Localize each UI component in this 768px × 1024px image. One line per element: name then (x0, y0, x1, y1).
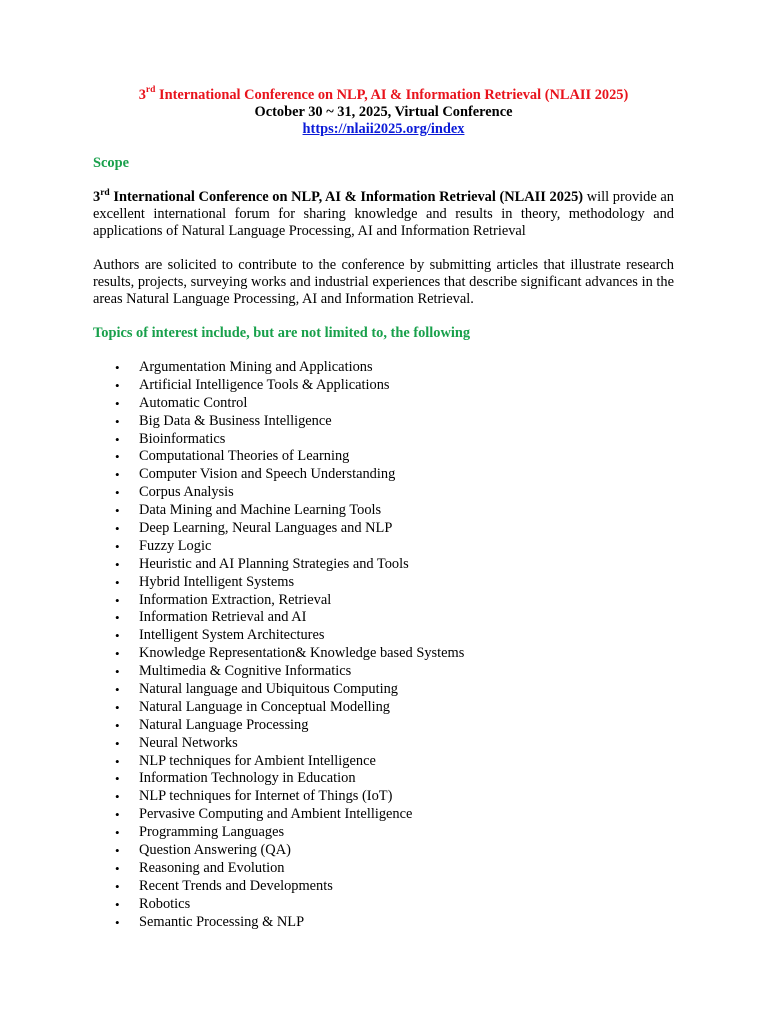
bullet-icon: • (115, 503, 120, 519)
topic-label: Argumentation Mining and Applications (139, 359, 373, 375)
bullet-icon: • (115, 538, 120, 554)
topic-list-item (93, 699, 674, 717)
title-ordinal-suffix: rd (145, 85, 156, 96)
bullet-icon: • (115, 467, 120, 483)
bullet-icon: • (115, 753, 120, 769)
topic-list-item (93, 878, 674, 896)
topic-list-item (93, 377, 674, 395)
bullet-icon: • (115, 628, 120, 644)
para1-conference-name: International Conference on NLP, AI & Information Retrieval (NLAII 2025) (109, 189, 584, 205)
topic-list-item (93, 896, 674, 914)
conference-date: October 30 ~ 31, 2025, Virtual Conference (254, 104, 513, 120)
bullet-icon: • (115, 646, 120, 662)
topic-list-item (93, 592, 674, 610)
topic-list-item (93, 520, 674, 538)
topic-label: Information Extraction, Retrieval (139, 591, 332, 608)
bullet-icon: • (115, 521, 120, 537)
bullet-icon: • (115, 717, 120, 733)
topic-list-item (93, 502, 674, 520)
topic-label: Computer Vision and Speech Understanding (139, 466, 396, 483)
topic-label: Data Mining and Machine Learning Tools (139, 502, 382, 519)
para1-ordinal-suffix: rd (100, 188, 110, 199)
bullet-icon: • (115, 377, 120, 393)
topic-list-item (93, 413, 674, 431)
bullet-icon: • (115, 843, 120, 859)
topic-list-item (93, 359, 674, 377)
topic-label: Multimedia & Cognitive Informatics (139, 663, 352, 680)
bullet-icon: • (115, 825, 120, 841)
topic-label: Robotics (139, 895, 191, 912)
topic-list-item (93, 609, 674, 627)
para1-ordinal: 3 (93, 189, 101, 205)
topic-label: Natural Language Processing (139, 716, 309, 733)
bullet-icon: • (115, 771, 120, 787)
topic-label: Information Retrieval and AI (139, 609, 307, 626)
bullet-icon: • (115, 878, 120, 894)
topic-label: Recent Trends and Developments (139, 877, 333, 894)
topic-list-item (93, 663, 674, 681)
topic-label: Programming Languages (139, 824, 285, 841)
topic-label: Corpus Analysis (139, 484, 234, 501)
topic-list-item (93, 914, 674, 932)
bullet-icon: • (115, 449, 120, 465)
topic-label: Pervasive Computing and Ambient Intelligence (139, 806, 413, 823)
bullet-icon: • (115, 699, 120, 715)
topic-label: Knowledge Representation& Knowledge based Systems (139, 645, 465, 662)
topic-list-item (93, 574, 674, 592)
topic-list-item (93, 395, 674, 413)
topic-label: Hybrid Intelligent Systems (139, 573, 295, 590)
topic-label: Neural Networks (139, 734, 238, 751)
topic-label: Automatic Control (139, 394, 248, 411)
topic-label: Heuristic and AI Planning Strategies and Tools (139, 555, 409, 572)
topic-list-item (93, 860, 674, 878)
bullet-icon: • (115, 360, 120, 375)
bullet-icon: • (115, 485, 120, 501)
bullet-icon: • (115, 556, 120, 572)
topic-label: Big Data & Business Intelligence (139, 412, 332, 429)
topic-list-item (93, 842, 674, 860)
topic-list-item (93, 466, 674, 484)
topic-list-item (93, 538, 674, 556)
topic-list-item (93, 645, 674, 663)
bullet-icon: • (115, 789, 120, 805)
topic-list-item (93, 431, 674, 449)
topic-list-item (93, 556, 674, 574)
conference-title (93, 87, 674, 104)
topic-label: Semantic Processing & NLP (139, 913, 305, 930)
topic-label: Reasoning and Evolution (139, 859, 285, 876)
topics-list (93, 359, 674, 932)
topic-label: Intelligent System Architectures (139, 627, 325, 644)
topic-list-item (93, 735, 674, 753)
bullet-icon: • (115, 896, 120, 912)
conference-url-link[interactable]: https://nlaii2025.org/index (302, 121, 465, 137)
topic-label: Question Answering (QA) (139, 842, 291, 859)
title-ordinal: 3 (138, 87, 146, 103)
conference-header (93, 87, 674, 138)
bullet-icon: • (115, 592, 120, 608)
bullet-icon: • (115, 807, 120, 823)
topic-label: Bioinformatics (139, 430, 226, 447)
topic-list-item (93, 788, 674, 806)
topic-label: Computational Theories of Learning (139, 448, 350, 465)
scope-heading: Scope (93, 155, 129, 171)
bullet-icon: • (115, 574, 120, 590)
topic-label: Natural language and Ubiquitous Computing (139, 681, 398, 698)
topic-label: Deep Learning, Neural Languages and NLP (139, 520, 393, 537)
topic-list-item (93, 448, 674, 466)
topic-label: Fuzzy Logic (139, 537, 212, 554)
bullet-icon: • (115, 682, 120, 698)
bullet-icon: • (115, 914, 120, 930)
topic-list-item (93, 824, 674, 842)
para1-body: will provide an excellent international forum for sharing knowledge and results in theory, methodology and applications of Natural Language Processing, AI and Information Retrieval (93, 189, 674, 239)
topic-list-item (93, 484, 674, 502)
scope-paragraph-1 (93, 189, 674, 240)
topic-label: Artificial Intelligence Tools & Applications (139, 376, 390, 393)
bullet-icon: • (115, 413, 120, 429)
topics-heading: Topics of interest include, but are not limited to, the following (93, 325, 471, 341)
bullet-icon: • (115, 664, 120, 680)
topic-label: NLP techniques for Ambient Intelligence (139, 752, 376, 769)
topic-list-item (93, 806, 674, 824)
topic-list-item (93, 753, 674, 771)
bullet-icon: • (115, 860, 120, 876)
topic-label: NLP techniques for Internet of Things (IoT) (139, 788, 393, 805)
bullet-icon: • (115, 431, 120, 447)
topic-list-item (93, 681, 674, 699)
topic-label: Information Technology in Education (139, 770, 356, 787)
bullet-icon: • (115, 735, 120, 751)
topic-list-item (93, 717, 674, 735)
topic-list-item (93, 627, 674, 645)
bullet-icon: • (115, 395, 120, 411)
bullet-icon: • (115, 610, 120, 626)
title-text: International Conference on NLP, AI & Information Retrieval (NLAII 2025) (155, 87, 629, 103)
topic-list-item (93, 770, 674, 788)
topic-label: Natural Language in Conceptual Modelling (139, 698, 390, 715)
scope-paragraph-2: Authors are solicited to contribute to the conference by submitting articles that illustrate research results, projects, surveying works and industrial experiences that describe significant advances in the areas Natural Language Processing, AI and Information Retrieval. (93, 257, 674, 307)
